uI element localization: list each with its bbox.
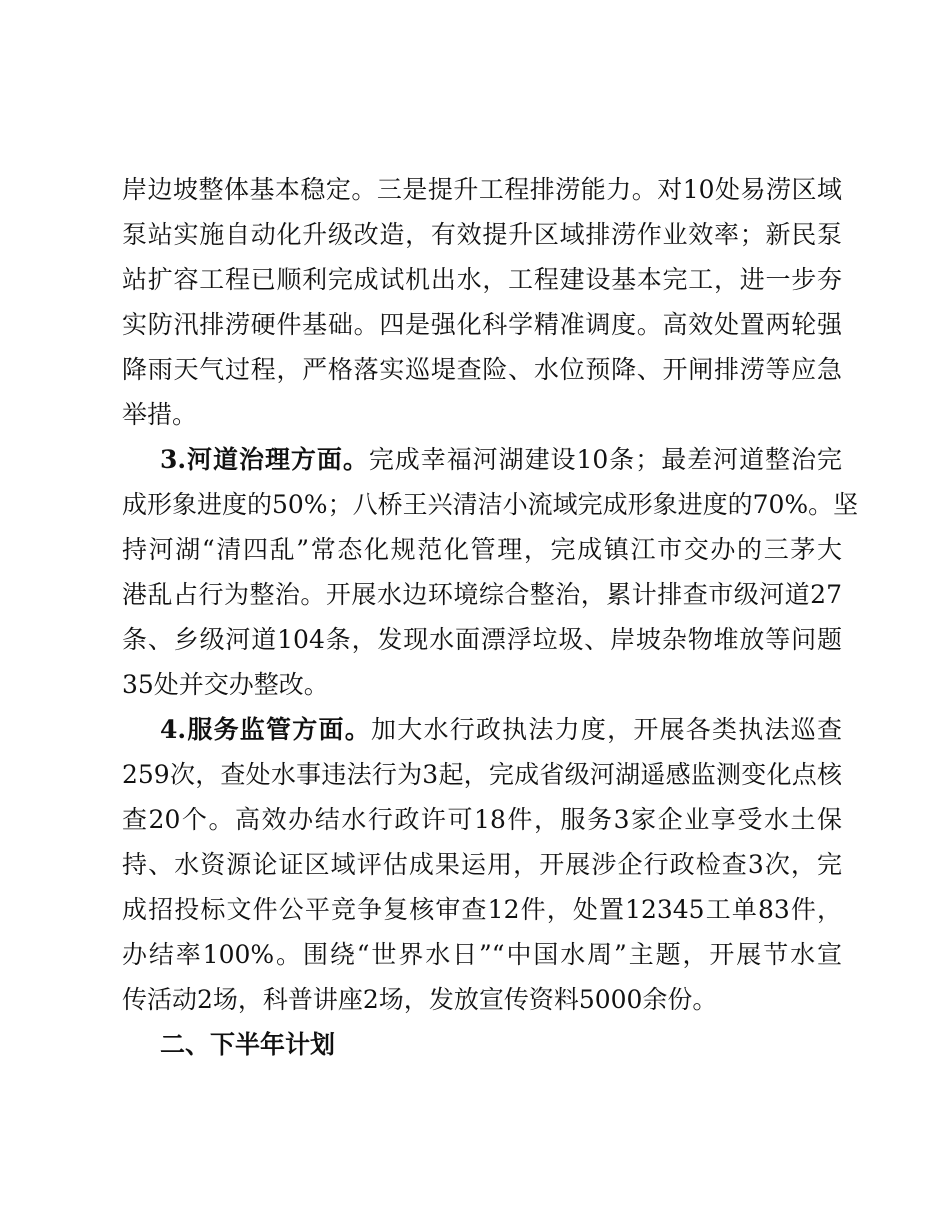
paragraph-line: 条、乡级河道104条，发现水面漂浮垃圾、岸坡杂物堆放等问题 xyxy=(122,625,842,654)
paragraph-line: 港乱占行为整治。开展水边环境综合整治，累计排查市级河道27 xyxy=(122,580,842,609)
section-4-first-line-text: 加大水行政执法力度，开展各类执法巡查 xyxy=(370,715,842,744)
section-3-heading: 3.河道治理方面。 xyxy=(160,445,369,474)
paragraph-line: 259次，查处水事违法行为3起，完成省级河湖遥感监测变化点核 xyxy=(122,760,842,789)
section-4-first-line xyxy=(160,715,842,745)
paragraph-line: 传活动2场，科普讲座2场，发放宣传资料5000余份。 xyxy=(122,985,718,1014)
paragraph-line: 查20个。高效办结水行政许可18件，服务3家企业享受水土保 xyxy=(122,805,842,834)
paragraph-line: 持河湖“清四乱”常态化规范化管理，完成镇江市交办的三茅大 xyxy=(122,535,842,564)
paragraph-line: 岸边坡整体基本稳定。三是提升工程排涝能力。对10处易涝区域 xyxy=(122,175,842,204)
paragraph-line: 实防汛排涝硬件基础。四是强化科学精准调度。高效处置两轮强 xyxy=(122,310,842,339)
paragraph-line: 降雨天气过程，严格落实巡堤查险、水位预降、开闸排涝等应急 xyxy=(122,355,842,384)
paragraph-line: 泵站实施自动化升级改造，有效提升区域排涝作业效率；新民泵 xyxy=(122,220,842,249)
paragraph-line: 举措。 xyxy=(122,400,198,429)
paragraph-line: 成形象进度的50%；八桥王兴清洁小流域完成形象进度的70%。坚 xyxy=(122,490,859,519)
section-3-first-line-text: 完成幸福河湖建设10条；最差河道整治完 xyxy=(368,445,842,474)
section-3-first-line xyxy=(160,445,842,475)
section-heading: 二、下半年计划 xyxy=(160,1030,336,1059)
paragraph-line: 35处并交办整改。 xyxy=(122,670,329,699)
paragraph-line: 持、水资源论证区域评估成果运用，开展涉企行政检查3次，完 xyxy=(122,850,842,879)
paragraph-line: 成招投标文件公平竞争复核审查12件，处置12345工单83件， xyxy=(122,895,842,924)
section-4-heading: 4.服务监管方面。 xyxy=(160,715,371,744)
paragraph-line: 站扩容工程已顺利完成试机出水，工程建设基本完工，进一步夯 xyxy=(122,265,842,294)
paragraph-line: 办结率100%。围绕“世界水日”“中国水周”主题，开展节水宣 xyxy=(122,940,842,969)
